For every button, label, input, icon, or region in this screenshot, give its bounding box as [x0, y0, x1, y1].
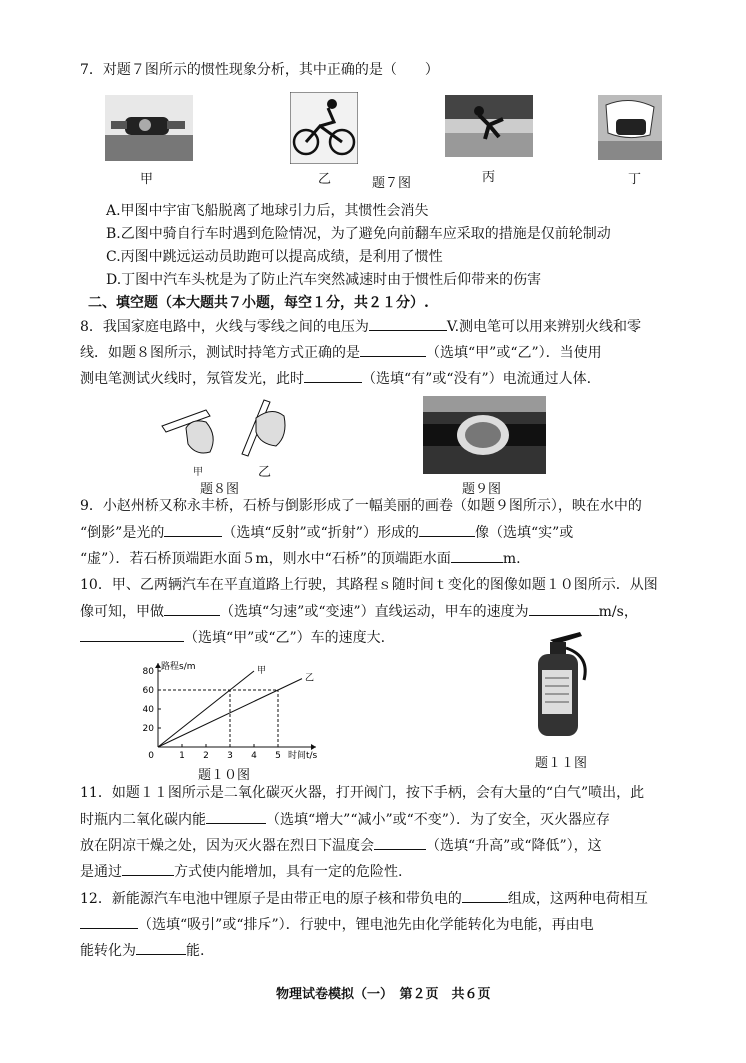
- origin-label: 0: [148, 751, 154, 761]
- q9-line2-text-b: （选填“反射”或“折射”）形成的: [222, 525, 419, 541]
- q8-line1-text-a: 8．我国家庭电路中，火线与零线之间的电压为: [80, 319, 369, 335]
- q9-blank-1: [164, 522, 222, 537]
- q11-blank-3: [122, 861, 174, 876]
- q9-line3: [80, 548, 521, 569]
- q9-line3-text-a: “虚”）．若石桥顶端距水面５m，则水中“石桥”的顶端距水面: [80, 551, 451, 567]
- q10-blank-3: [80, 627, 184, 642]
- y-tick-label: 40: [142, 705, 154, 715]
- q10-fig-caption: 题１０图: [198, 768, 251, 783]
- q8-fig-label-yi: 乙: [258, 465, 272, 480]
- q10-line1: 10．甲、乙两辆汽车在平直道路上行驶，其路程ｓ随时间ｔ变化的图像如题１０图所示．从图: [80, 577, 658, 593]
- q9-fig-caption: 题９图: [462, 482, 502, 497]
- q10-line3-text-b: （选填“甲”或“乙”）车的速度大.: [184, 630, 386, 646]
- q12-line2: [80, 914, 594, 935]
- q7-option-a: A.甲图中宇宙飞船脱离了地球引力后，其惯性会消失: [106, 203, 429, 219]
- q7-label-ding: 丁: [628, 172, 642, 187]
- y-tick-label: 20: [142, 724, 154, 734]
- q9-line1: 9．小赵州桥又称永丰桥，石桥与倒影形成了一幅美丽的画卷（如题９图所示），映在水中的: [80, 498, 642, 514]
- series-label-jia: 甲: [257, 666, 267, 676]
- q8-fig-label-jia: 甲: [193, 467, 203, 478]
- q8-line1: [80, 316, 641, 337]
- x-axis-arrow: [311, 744, 316, 750]
- q12-line1-text-b: 组成，这两种电荷相互: [507, 891, 648, 907]
- q7-option-b: B.乙图中骑自行车时遇到危险情况，为了避免向前翻车应采取的措施是仅前轮制动: [106, 226, 611, 242]
- y-tick-label: 60: [142, 686, 154, 696]
- q12-blank-3: [136, 940, 186, 955]
- q10-line2-text-c: m/s，: [598, 604, 638, 620]
- q12-line3: [80, 940, 204, 961]
- q12-line1-text-a: 12．新能源汽车电池中锂原子是由带正电的原子核和带负电的: [80, 891, 462, 907]
- q9-blank-2: [419, 522, 475, 537]
- series-label-yi: 乙: [305, 673, 315, 684]
- q7-option-d: D.丁图中汽车头枕是为了防止汽车突然减速时由于惯性后仰带来的伤害: [106, 272, 542, 288]
- q12-line3-text-a: 能转化为: [80, 943, 136, 959]
- q11-line3-text-b: （选填“升高”或“降低”），这: [426, 838, 602, 854]
- x-tick-label: 1: [179, 751, 185, 761]
- spacecraft-photo: [105, 95, 193, 161]
- headrest-photo: [598, 95, 662, 160]
- q10-blank-2: [529, 601, 599, 616]
- q8-fig-caption: 题８图: [200, 482, 240, 497]
- q11-line3-text-a: 放在阴凉干燥之处，因为灭火器在烈日下温度会: [80, 838, 374, 854]
- x-tick-label: 4: [251, 751, 257, 761]
- page-footer: 物理试卷模拟（一） 第２页 共６页: [276, 987, 491, 1002]
- q12-line3-text-b: 能.: [186, 943, 205, 959]
- q11-blank-1: [206, 809, 266, 824]
- fire-extinguisher-photo: [520, 630, 602, 742]
- q10-line2-text-b: （选填“匀速”或“变速”）直线运动，甲车的速度为: [220, 604, 529, 620]
- q8-line1-text-b: V.测电笔可以用来辨别火线和零: [446, 319, 642, 335]
- q8-line2-text-a: 线．如题８图所示，测试时持笔方式正确的是: [80, 345, 360, 361]
- q11-line2-text-a: 时瓶内二氧化碳内能: [80, 812, 206, 828]
- q8-blank-3: [304, 368, 362, 383]
- q11-fig-caption: 题１１图: [535, 756, 588, 771]
- q7-label-jia: 甲: [140, 172, 154, 187]
- q8-line3-text-b: （选填“有”或“没有”）电流通过人体.: [362, 371, 592, 387]
- q8-line2-text-b: （选填“甲”或“乙”）．当使用: [426, 345, 602, 361]
- q8-blank-1: [369, 316, 447, 331]
- q11-line1: 11．如题１１图所示是二氧化碳灭火器，打开阀门，按下手柄，会有大量的“白气”喷出，此: [80, 785, 645, 801]
- q12-blank-1: [462, 888, 508, 903]
- q10-line2-text-a: 像可知，甲做: [80, 604, 164, 620]
- q11-line4-text-b: 方式使内能增加，具有一定的危险性.: [174, 864, 403, 880]
- q9-line2-text-a: “倒影”是光的: [80, 525, 165, 541]
- q9-line2: [80, 522, 573, 543]
- q7-label-yi: 乙: [318, 172, 332, 187]
- q10-blank-1: [164, 601, 220, 616]
- bridge-photo: [423, 396, 546, 474]
- section2-title: 二、填空题（本大题共７小题，每空１分，共２１分）.: [88, 295, 429, 311]
- long-jump-photo: [445, 95, 533, 157]
- q12-line2-text-b: （选填“吸引”或“排斥”）．行驶中，锂电池先由化学能转化为电能，再由电: [138, 917, 594, 933]
- q7-fig-caption: 题７图: [372, 176, 412, 191]
- cyclist-photo: [290, 92, 358, 164]
- q9-blank-3: [451, 548, 503, 563]
- q9-line2-text-c: 像（选填“实”或: [474, 525, 574, 541]
- q8-line2: [80, 342, 602, 363]
- q11-line4-text-a: 是通过: [80, 864, 122, 880]
- q7-option-c: C.丙图中跳远运动员助跑可以提高成绩，是利用了惯性: [106, 249, 443, 265]
- q11-line2-text-b: （选填“增大”“减小”或“不变”）．为了安全，灭火器应存: [266, 812, 610, 828]
- y-tick-label: 80: [142, 667, 154, 677]
- q10-line3: [80, 627, 385, 648]
- q9-line3-text-b: m.: [502, 551, 521, 567]
- q7-stem: 7．对题７图所示的惯性现象分析，其中正确的是（ ）: [80, 62, 439, 78]
- q12-blank-2: [80, 914, 138, 929]
- q10-line2: [80, 601, 638, 622]
- x-tick-label: 5: [275, 751, 281, 761]
- q8-blank-2: [360, 342, 426, 357]
- series-line-jia: [158, 671, 254, 747]
- q11-blank-2: [374, 835, 426, 850]
- test-pen-figure: [152, 392, 302, 472]
- y-axis-label: 路程s/m: [161, 662, 196, 672]
- q7-label-bing: 丙: [482, 170, 496, 185]
- q12-line1: [80, 888, 648, 909]
- q8-line3-text-a: 测电笔测试火线时，氖管发光，此时: [80, 371, 304, 387]
- x-tick-label: 2: [203, 751, 209, 761]
- q11-line4: [80, 861, 402, 882]
- x-axis-label: 时间t/s: [288, 751, 318, 761]
- q11-line2: [80, 809, 610, 830]
- distance-time-chart: [130, 655, 320, 765]
- q8-line3: [80, 368, 591, 389]
- x-tick-label: 3: [227, 751, 233, 761]
- q11-line3: [80, 835, 602, 856]
